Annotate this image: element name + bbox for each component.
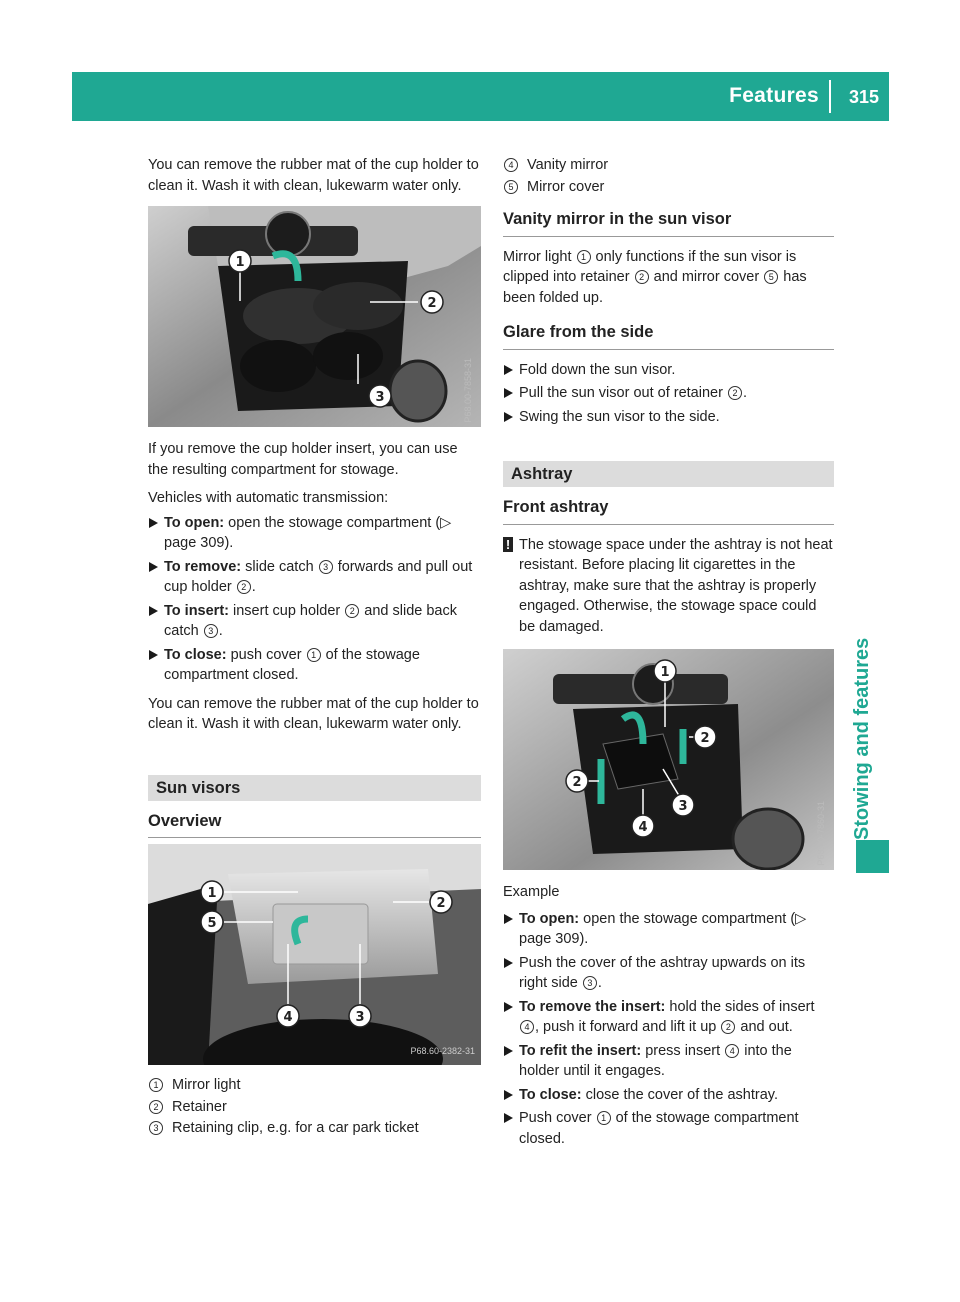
ashtray-figure <box>503 649 834 870</box>
svg-text:4: 4 <box>283 1010 293 1025</box>
svg-text:3: 3 <box>355 1010 365 1025</box>
svg-text:3: 3 <box>375 390 385 405</box>
front-ashtray-heading: Front ashtray <box>503 497 834 525</box>
legend-item: 1 Mirror light <box>148 1075 481 1096</box>
svg-text:2: 2 <box>572 775 582 790</box>
warning-icon: ! <box>503 537 513 552</box>
section-heading-ashtray: Ashtray <box>503 461 834 487</box>
glare-step: Pull the sun visor out of retainer 2 . <box>503 383 834 404</box>
ashtray-step-remove-insert: To remove the insert: hold the sides of insert 4 , push it forward and lift it up 2 and out. <box>503 997 834 1038</box>
svg-text:2: 2 <box>436 896 446 911</box>
legend-item: 4 Vanity mirror <box>503 155 834 176</box>
vanity-mirror-text: Mirror light 1 only functions if the sun visor is clipped into retainer 2 and mirror cover 5 has been folded up. <box>503 248 807 306</box>
overview-heading: Overview <box>148 811 481 839</box>
sun-visor-illustration <box>148 844 481 1065</box>
vehicles-text: Vehicles with automatic transmission: <box>148 490 389 506</box>
warning-note: ! The stowage space under the ashtray is not heat resistant. Before placing lit cigarettes in the ashtray, make sure that the ashtray is properly engaged. Otherwise, the stowage space could be damaged. <box>503 535 834 638</box>
ashtray-illustration <box>503 649 834 870</box>
sun-visor-figure <box>148 844 481 1065</box>
intro-text: You can remove the rubber mat of the cup holder to clean it. Wash it with clean, lukewarm water only. <box>148 157 479 194</box>
after-figure-text: If you remove the cup holder insert, you can use the resulting compartment for stowage. <box>148 441 458 478</box>
legend-item: 3 Retaining clip, e.g. for a car park ticket <box>148 1118 481 1139</box>
cup-holder-figure <box>148 206 481 427</box>
step-close: To close: push cover 1 of the stowage compartment closed. <box>148 645 481 686</box>
header-title: Features <box>729 84 819 107</box>
step-remove: To remove: slide catch 3 forwards and pull out cup holder 2 . <box>148 557 481 598</box>
svg-text:1: 1 <box>660 665 670 680</box>
svg-text:1: 1 <box>207 886 217 901</box>
ashtray-step-close: To close: close the cover of the ashtray. <box>503 1085 834 1106</box>
step-insert: To insert: insert cup holder 2 and slide back catch 3 . <box>148 601 481 642</box>
right-column <box>503 155 834 1152</box>
page-header <box>72 72 889 121</box>
example-label: Example <box>503 884 560 900</box>
outro-text: You can remove the rubber mat of the cup holder to clean it. Wash it with clean, lukewarm water only. <box>148 695 479 732</box>
figure-code: P68.60-2382-31 <box>410 1045 475 1056</box>
figure-code: P68.00-7860-31 <box>815 801 826 866</box>
ashtray-step-refit-insert: To refit the insert: press insert 4 into the holder until it engages. <box>503 1041 834 1082</box>
glare-step: Fold down the sun visor. <box>503 360 834 381</box>
ashtray-step-push-cover: Push the cover of the ashtray upwards on its right side 3 . <box>503 953 834 994</box>
step-open: To open: open the stowage compartment (▷ page 309). <box>148 513 481 554</box>
legend-item: 2 Retainer <box>148 1097 481 1118</box>
figure-code: P68.00-7858-31 <box>462 358 473 423</box>
glare-heading: Glare from the side <box>503 322 834 350</box>
side-tab-marker <box>856 840 889 873</box>
ashtray-step-push-cover-closed: Push cover 1 of the stowage compartment closed. <box>503 1108 834 1149</box>
svg-text:1: 1 <box>235 255 245 270</box>
vanity-mirror-heading: Vanity mirror in the sun visor <box>503 209 834 237</box>
ashtray-step-open: To open: open the stowage compartment (▷ page 309). <box>503 909 834 950</box>
svg-text:3: 3 <box>678 799 688 814</box>
header-divider <box>829 80 831 113</box>
svg-text:4: 4 <box>638 820 648 835</box>
legend-item: 5 Mirror cover <box>503 177 834 198</box>
svg-text:2: 2 <box>700 731 710 746</box>
section-heading-sun-visors: Sun visors <box>148 775 481 801</box>
cup-holder-illustration <box>148 206 481 427</box>
glare-step: Swing the sun visor to the side. <box>503 407 834 428</box>
side-tab-label: Stowing and features <box>851 637 873 840</box>
left-column <box>148 155 481 1140</box>
svg-text:2: 2 <box>427 296 437 311</box>
page-number: 315 <box>848 87 879 107</box>
svg-text:5: 5 <box>207 916 217 931</box>
